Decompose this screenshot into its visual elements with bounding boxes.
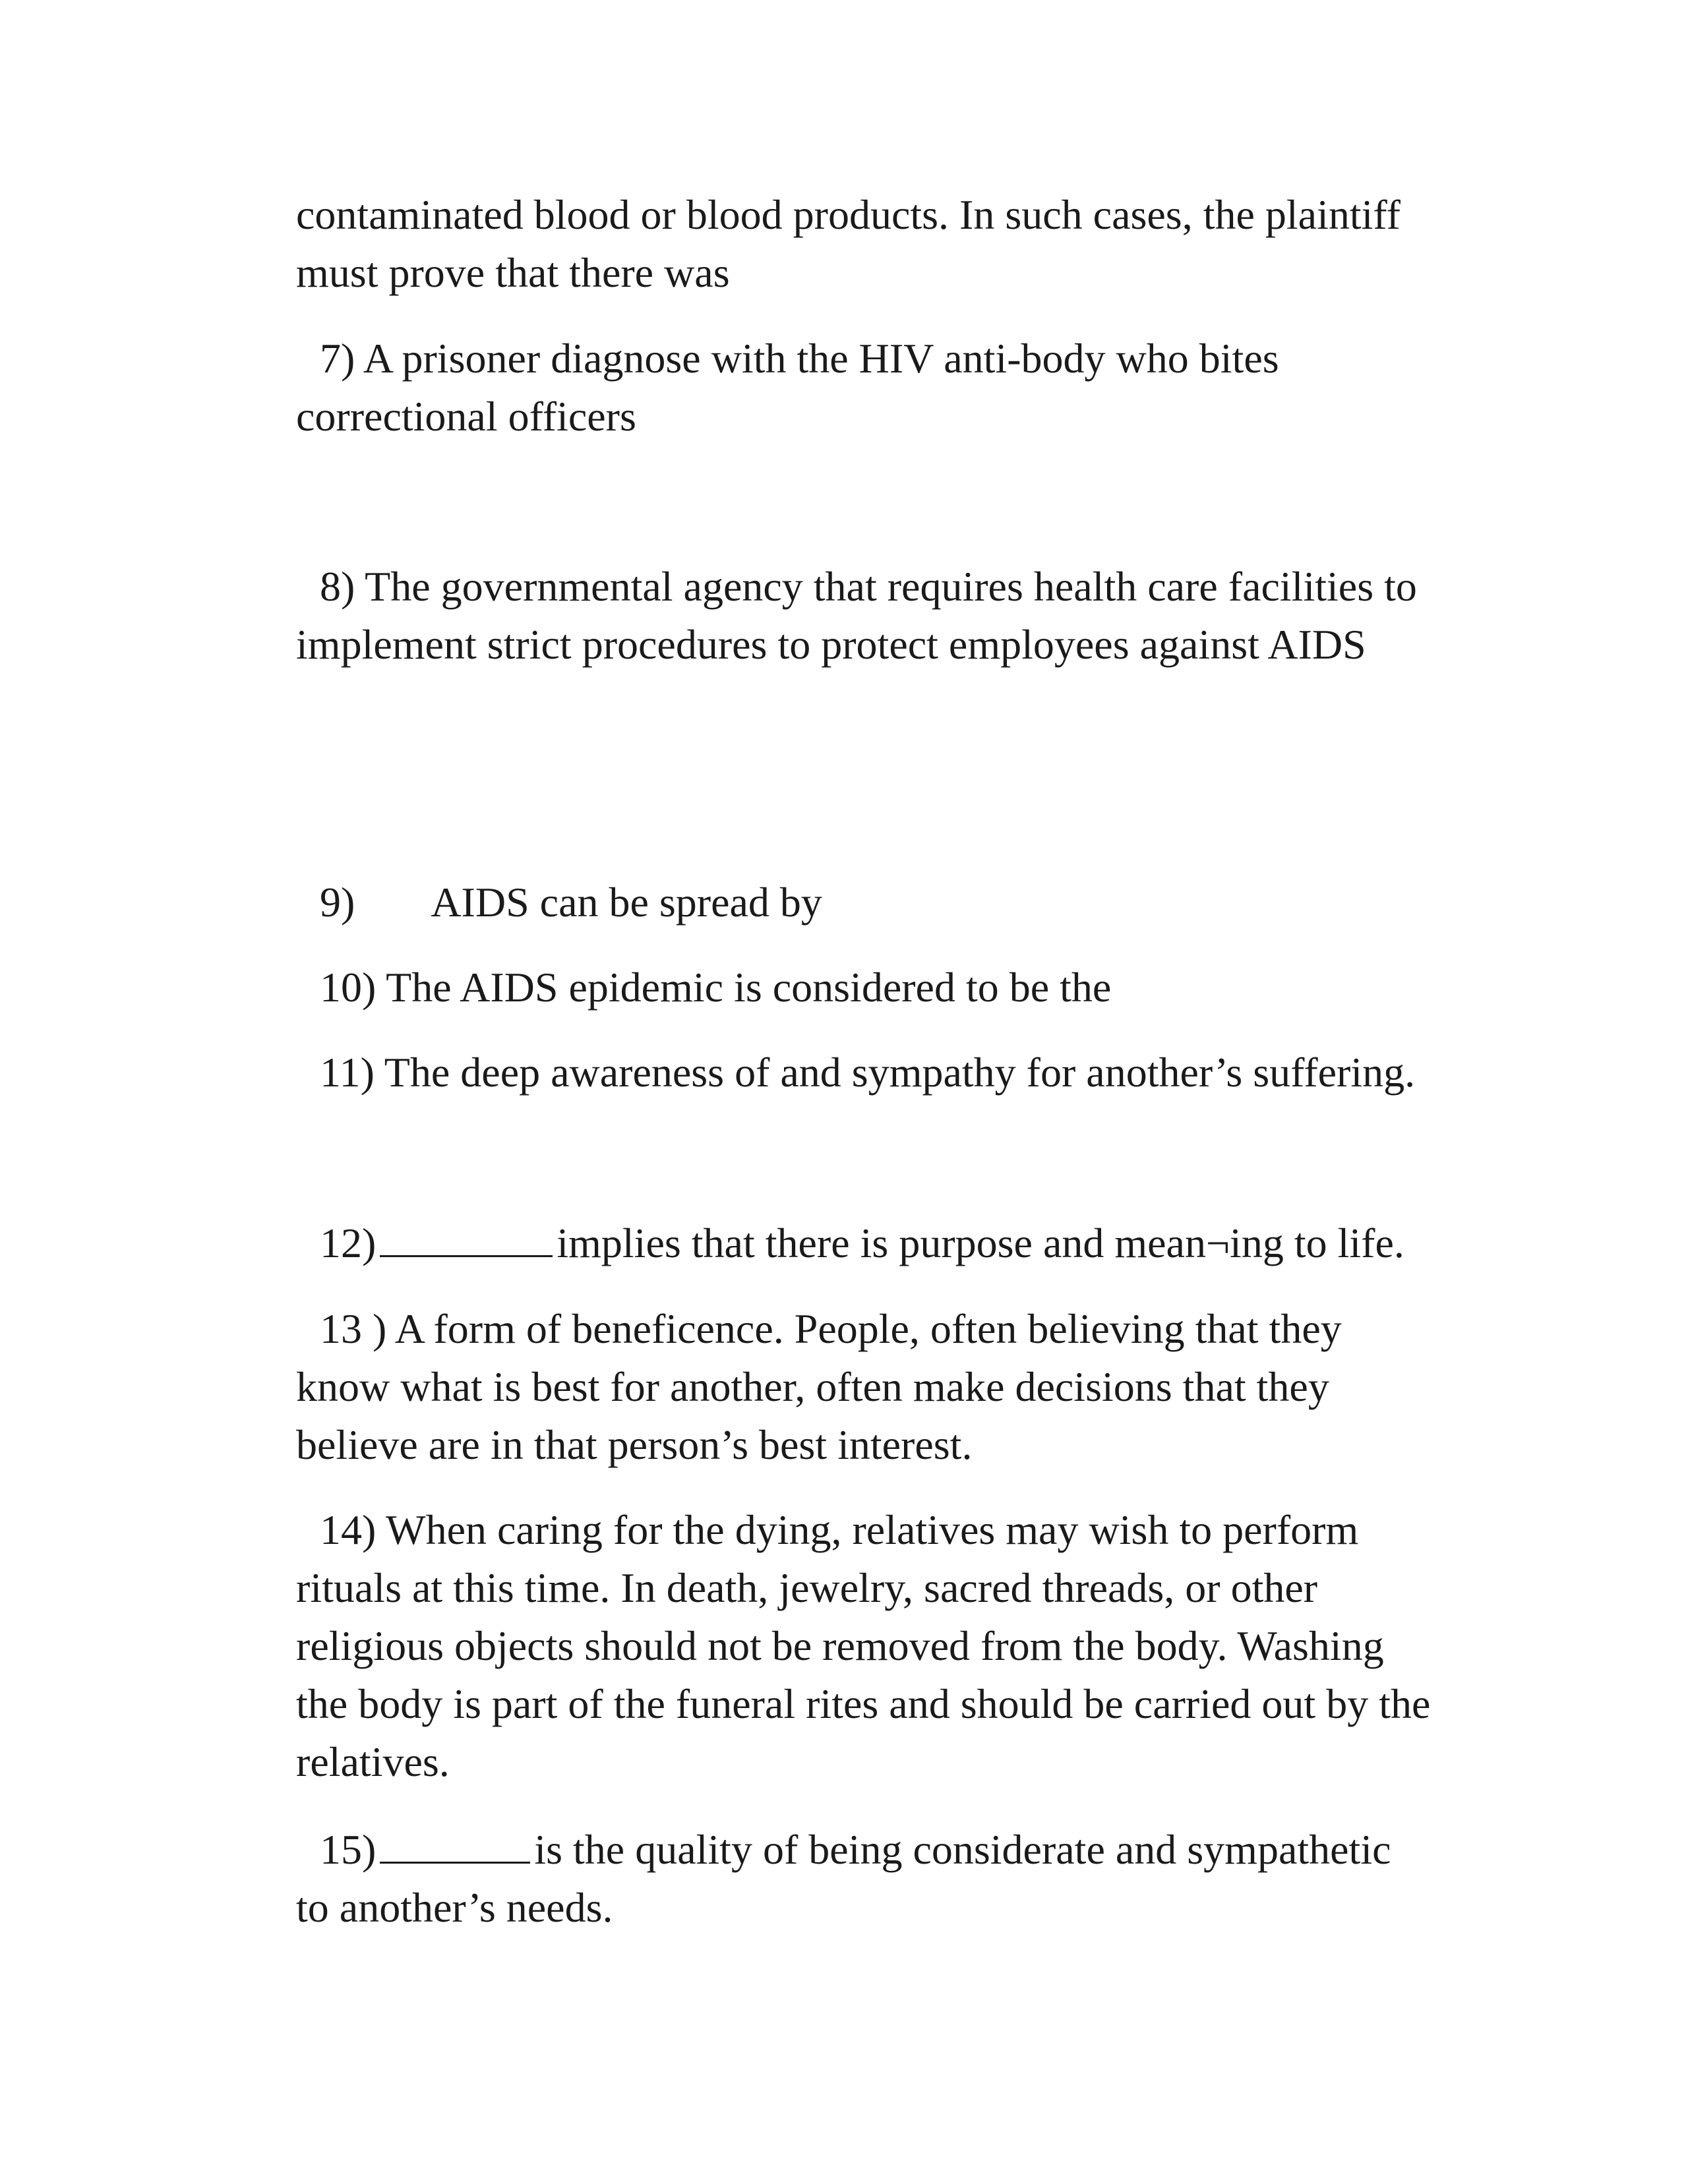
question-15 <box>296 1821 1503 1937</box>
question-13 <box>296 1300 1503 1474</box>
question-10 <box>296 959 1503 1017</box>
intro-line-2: must prove that there was <box>296 249 730 296</box>
intro-line-1: contaminated blood or blood products. In such cases, the plaintiff <box>296 191 1401 238</box>
paragraph-intro <box>296 186 1503 302</box>
question-9-text: AIDS can be spread by <box>431 879 822 926</box>
question-8 <box>296 558 1503 674</box>
question-13-line-1: 13 ) A form of beneficence. People, often believing that they <box>320 1305 1342 1352</box>
question-15-line-2: to another’s needs. <box>296 1884 613 1931</box>
question-11 <box>296 1044 1503 1102</box>
question-12-text: implies that there is purpose and mean¬ing to life. <box>557 1220 1404 1266</box>
question-15-number: 15) <box>320 1826 377 1873</box>
answer-blank-15 <box>380 1822 530 1864</box>
question-12-number: 12) <box>320 1220 377 1266</box>
question-7 <box>296 330 1503 446</box>
question-10-line-1: 10) The AIDS epidemic is considered to be the <box>320 964 1112 1011</box>
question-14-line-5: relatives. <box>296 1738 450 1785</box>
question-14 <box>296 1501 1503 1791</box>
question-14-line-1: 14) When caring for the dying, relatives may wish to perform <box>320 1506 1359 1553</box>
question-13-line-2: know what is best for another, often make decisions that they <box>296 1363 1329 1410</box>
question-14-line-2: rituals at this time. In death, jewelry, sacred threads, or other <box>296 1564 1318 1611</box>
question-8-line-1: 8) The governmental agency that requires health care facilities to <box>320 563 1417 610</box>
question-14-line-3: religious objects should not be removed from the body. Washing <box>296 1622 1384 1669</box>
question-7-line-1: 7) A prisoner diagnose with the HIV anti-body who bites <box>320 335 1279 382</box>
question-13-line-3: believe are in that person’s best interest. <box>296 1421 973 1468</box>
question-9 <box>296 873 1503 931</box>
question-15-line-1: is the quality of being considerate and sympathetic <box>534 1826 1391 1873</box>
question-8-line-2: implement strict procedures to protect employees against AIDS <box>296 621 1366 668</box>
answer-blank-12 <box>380 1216 553 1257</box>
question-11-line-1: 11) The deep awareness of and sympathy for another’s suffering. <box>320 1049 1416 1096</box>
question-7-line-2: correctional officers <box>296 393 636 440</box>
question-12 <box>296 1214 1503 1272</box>
question-14-line-4: the body is part of the funeral rites and should be carried out by the <box>296 1680 1431 1727</box>
question-9-number: 9) <box>320 879 355 926</box>
